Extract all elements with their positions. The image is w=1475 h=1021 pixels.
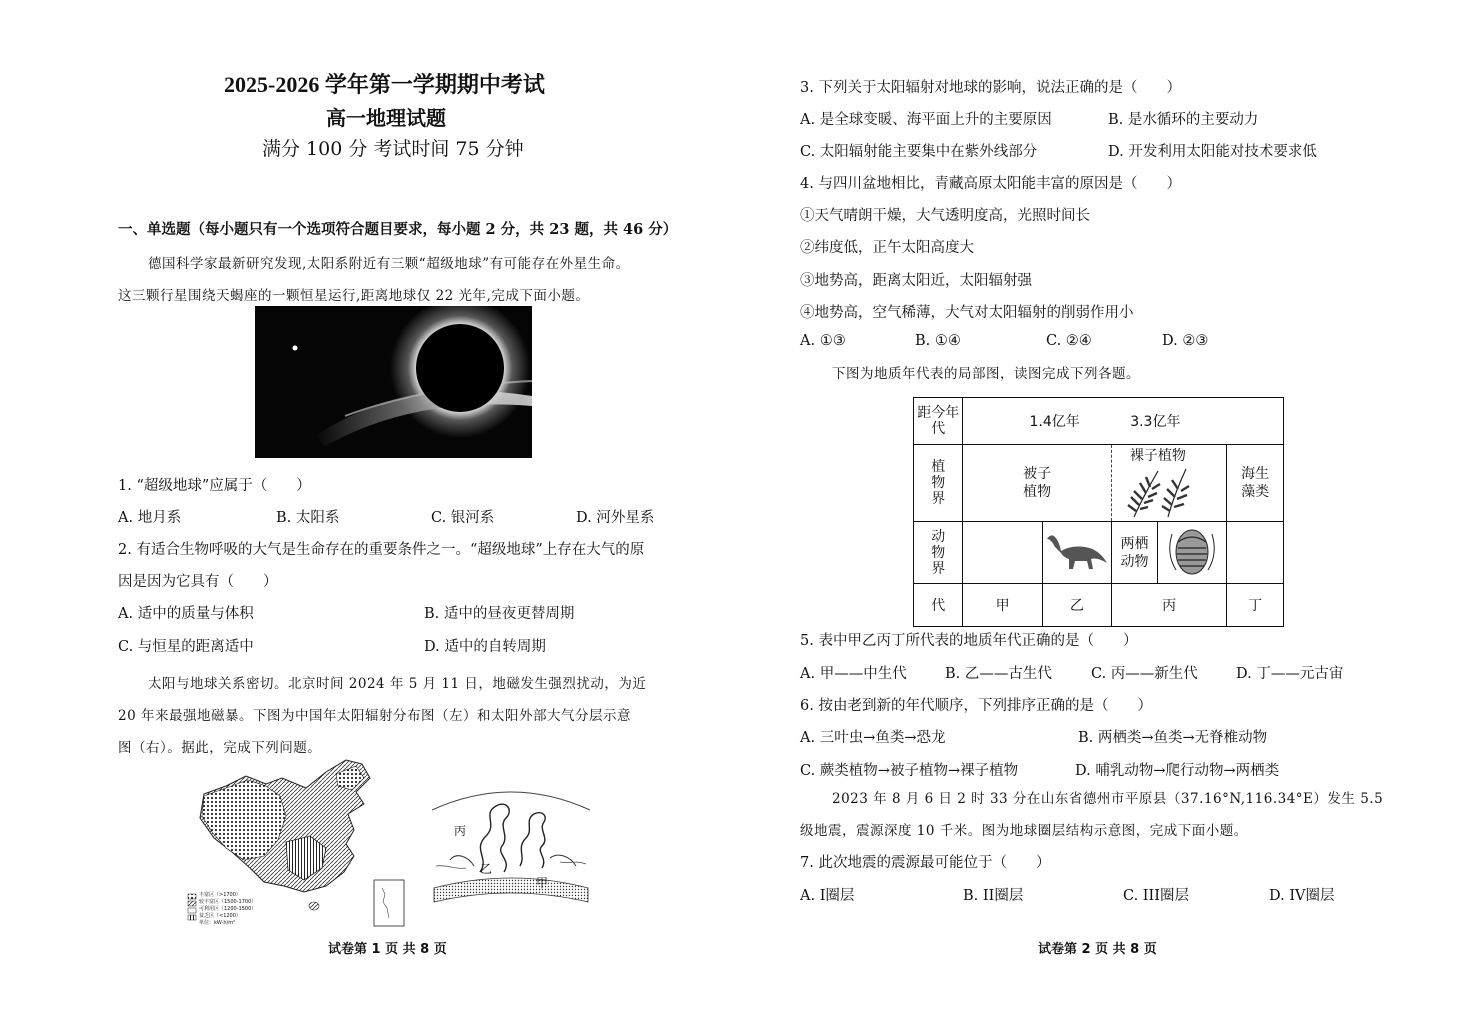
q6-option-b[interactable]: B. 两栖类→鱼类→无脊椎动物 [1078,730,1268,746]
q3-option-a[interactable]: A. 是全球变暖、海平面上升的主要原因 [800,112,1052,128]
legend-item: 较丰富区（1500-1700） [199,899,257,905]
question-7: 7. 此次地震的震源最可能位于（ ） [800,855,1051,871]
legend-item: 丰富区（>1700） [199,892,241,898]
dinosaur-icon [1045,531,1109,571]
layer-label-bing: 丙 [454,824,467,838]
question-2-line-2: 因是因为它具有（ ） [118,574,278,590]
row-head-animals: 动物界 [914,522,963,584]
layer-label-jia: 甲 [536,876,549,890]
era-yi: 乙 [1042,584,1111,627]
q1-option-a[interactable]: A. 地月系 [118,510,182,526]
animal-amphibian: 两栖动物 [1111,522,1157,584]
passage-2-line-2: 20 年来最强地磁暴。下图为中国年太阳辐射分布图（左）和太阳外部大气分层示意 [118,708,631,724]
exam-subject-title: 高一地理试题 [326,106,446,130]
q6-option-c[interactable]: C. 蕨类植物→被子植物→裸子植物 [800,763,1019,779]
passage-4-line-1: 2023 年 8 月 6 日 2 时 33 分在山东省德州市平原县（37.16°N,116.34°E）发生 5.5 [832,791,1384,807]
solar-atmosphere-diagram [430,780,592,912]
section-heading: 一、单选题（每小题只有一个选项符合题目要求，每小题 2 分，共 23 题，共 46 分） [118,221,678,238]
passage-4-line-2: 级地震，震源深度 10 千米。图为地球圈层结构示意图，完成下面小题。 [800,823,1248,839]
dinosaur-cell [1042,522,1111,584]
q4-option-c[interactable]: C. ②④ [1046,333,1092,349]
q3-option-c[interactable]: C. 太阳辐射能主要集中在紫外线部分 [800,144,1038,160]
trilobite-icon [1162,526,1222,576]
legend-item: 可利用区（1200-1500） [199,906,257,912]
plant-angiosperm: 被子植物 [963,445,1111,522]
q4-statement-1: ①天气晴朗干燥，大气透明度高，光照时间长 [800,208,1090,224]
question-4: 4. 与四川盆地相比，青藏高原太阳能丰富的原因是（ ） [800,176,1181,192]
era-ding: 丁 [1227,584,1284,627]
question-1: 1. “超级地球”应属于（ ） [118,478,311,494]
gymnosperm-label: 裸子植物 [1129,448,1186,464]
row-head-plants: 植物界 [914,445,963,522]
q7-option-b[interactable]: B. II圈层 [963,888,1024,904]
q2-option-c[interactable]: C. 与恒星的距离适中 [118,639,254,655]
question-6: 6. 按由老到新的年代顺序，下列排序正确的是（ ） [800,698,1152,714]
question-2-line-1: 2. 有适合生物呼吸的大气是生命存在的重要条件之一。“超级地球”上存在大气的原 [118,542,645,558]
q5-option-b[interactable]: B. 乙——古生代 [945,666,1052,682]
super-earth-image [255,306,532,458]
legend-item: 贫乏区（<1200） [199,913,241,919]
geologic-time-table [913,397,1284,627]
q2-option-b[interactable]: B. 适中的昼夜更替周期 [424,606,575,622]
layer-label-yi: 乙 [480,862,493,876]
age-label-1: 1.4亿年 [1029,414,1080,430]
passage-2-line-1: 太阳与地球关系密切。北京时间 2024 年 5 月 11 日，地磁发生强烈扰动，为近 [148,676,647,692]
q4-option-d[interactable]: D. ②③ [1162,333,1209,349]
page-left [0,0,737,1021]
passage-1-line-1: 德国科学家最新研究发现,太阳系附近有三颗“超级地球”有可能存在外星生命。 [148,256,630,272]
q5-option-a[interactable]: A. 甲——中生代 [800,666,907,682]
plant-gymnosperm [1111,445,1226,522]
passage-2-line-3: 图（右）。据此，完成下列问题。 [118,740,322,756]
q4-statement-2: ②纬度低，正午太阳高度大 [800,240,974,256]
q6-option-a[interactable]: A. 三叶虫→鱼类→恐龙 [800,730,946,746]
china-solar-radiation-map [186,756,418,934]
page-footer-2: 试卷第 2 页 共 8 页 [1038,942,1157,957]
question-5: 5. 表中甲乙丙丁所代表的地质年代正确的是（ ） [800,633,1138,649]
animal-cell-empty-2 [1227,522,1284,584]
fern-icon [1124,465,1194,521]
age-cell [963,398,1284,445]
q1-option-d[interactable]: D. 河外星系 [576,510,655,526]
q4-option-b[interactable]: B. ①④ [915,333,961,349]
q6-option-d[interactable]: D. 哺乳动物→爬行动物→两栖类 [1075,763,1280,779]
animal-cell-empty [963,522,1042,584]
q1-option-b[interactable]: B. 太阳系 [276,510,340,526]
q3-option-b[interactable]: B. 是水循环的主要动力 [1108,112,1259,128]
q7-option-c[interactable]: C. III圈层 [1123,888,1189,904]
q4-statement-4: ④地势高，空气稀薄，大气对太阳辐射的削弱作用小 [800,305,1134,321]
q1-option-c[interactable]: C. 银河系 [431,510,495,526]
plant-marine-algae: 海生藻类 [1227,445,1284,522]
passage-1-line-2: 这三颗行星围绕天蝎座的一颗恒星运行,距离地球仅 22 光年,完成下面小题。 [118,288,590,304]
era-jia: 甲 [963,584,1042,627]
exam-title: 2025-2026 学年第一学期期中考试 [224,72,545,97]
q4-option-a[interactable]: A. ①③ [800,333,846,349]
legend-unit: 单位：kW·h/m² [199,920,236,926]
exam-info: 满分 100 分 考试时间 75 分钟 [262,138,524,160]
q5-option-d[interactable]: D. 丁——元古宙 [1236,666,1344,682]
q5-option-c[interactable]: C. 丙——新生代 [1091,666,1198,682]
trilobite-cell [1158,522,1227,584]
row-head-era: 代 [914,584,963,627]
question-3: 3. 下列关于太阳辐射对地球的影响，说法正确的是（ ） [800,80,1181,96]
q2-option-a[interactable]: A. 适中的质量与体积 [118,606,254,622]
q7-option-d[interactable]: D. IV圈层 [1269,888,1335,904]
era-bing: 丙 [1111,584,1226,627]
passage-3: 下图为地质年代表的局部图，读图完成下列各题。 [832,366,1140,382]
page-footer-1: 试卷第 1 页 共 8 页 [328,942,447,957]
age-label-2: 3.3亿年 [1130,414,1181,430]
row-head-age: 距今年代 [914,398,963,445]
page-right [737,0,1475,1021]
map-legend [199,892,256,927]
q7-option-a[interactable]: A. I圈层 [800,888,855,904]
q2-option-d[interactable]: D. 适中的自转周期 [424,639,546,655]
q4-statement-3: ③地势高，距离太阳近，太阳辐射强 [800,273,1032,289]
q3-option-d[interactable]: D. 开发利用太阳能对技术要求低 [1108,144,1317,160]
